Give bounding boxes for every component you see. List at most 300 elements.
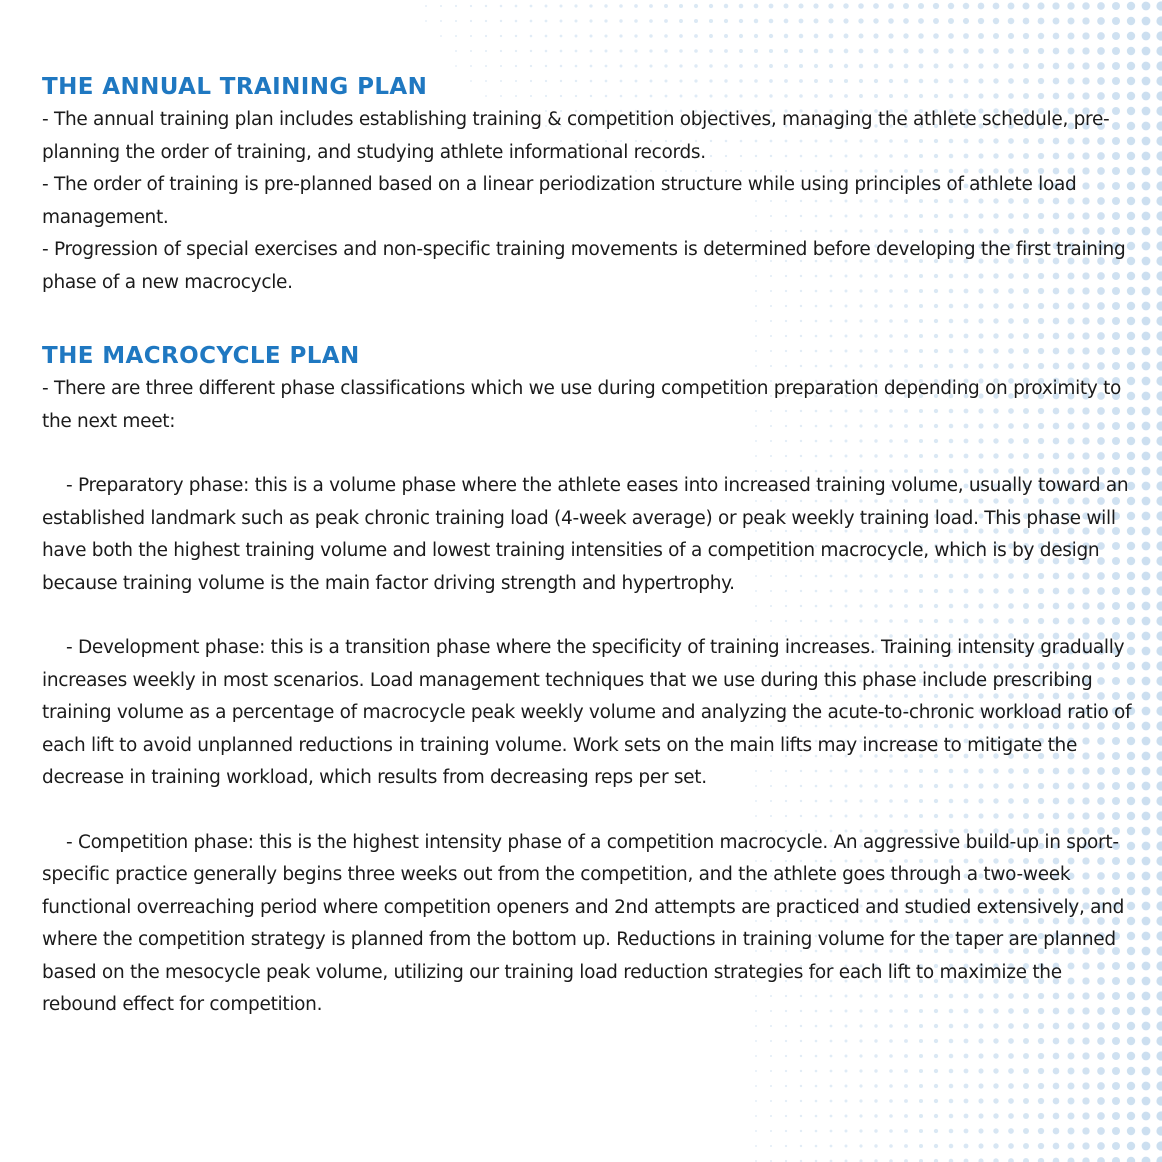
halftone-dot [1142,2,1151,11]
halftone-dot [918,3,924,9]
halftone-dot [770,1055,772,1057]
halftone-dot [1156,1036,1162,1045]
halftone-dot [1068,1023,1075,1030]
halftone-dot [1068,1128,1075,1135]
halftone-dot [845,1055,848,1058]
halftone-dot [1008,1068,1014,1074]
halftone-dot [1008,1113,1014,1119]
halftone-dot [709,49,713,53]
halftone-dot [993,1128,998,1133]
halftone-dot [1156,1081,1162,1090]
document-body [42,70,1138,1022]
halftone-dot [1023,18,1030,25]
halftone-dot [1097,1067,1105,1075]
halftone-dot [1156,466,1162,475]
halftone-dot [1097,1022,1105,1030]
halftone-dot [1097,32,1105,40]
halftone-dot [963,48,969,54]
halftone-dot [859,1114,862,1117]
halftone-dot [1112,1082,1120,1090]
halftone-dot [1142,497,1151,506]
halftone-dot [425,20,427,22]
halftone-dot [769,49,773,53]
halftone-dot [1142,347,1151,356]
halftone-dot [919,1114,923,1118]
halftone-dot [604,19,607,22]
halftone-dot [1112,1052,1120,1060]
halftone-dot [1097,1142,1105,1150]
halftone-dot [1082,1097,1089,1104]
halftone-dot [1156,286,1162,295]
halftone-dot [1068,1068,1075,1075]
halftone-dot [530,50,532,52]
halftone-dot [1127,1022,1135,1030]
halftone-dot [904,1024,908,1028]
halftone-dot [1142,737,1151,746]
halftone-dot [649,64,652,67]
halftone-dot [949,1039,954,1044]
halftone-dot [845,1115,848,1118]
halftone-dot [874,49,879,54]
halftone-dot [1082,32,1089,39]
halftone-dot [1038,48,1044,54]
halftone-dot [1142,932,1151,941]
halftone-dot [815,1115,818,1118]
halftone-dot [963,3,970,10]
halftone-dot [904,1144,908,1148]
halftone-dot [1156,541,1162,550]
halftone-dot [934,1114,938,1118]
halftone-dot [814,34,819,39]
halftone-dot [934,1039,938,1043]
halftone-dot [590,65,593,68]
halftone-dot [1053,1113,1060,1120]
halftone-dot [1156,76,1162,85]
halftone-dot [679,64,682,67]
halftone-dot [1112,1067,1120,1075]
halftone-dot [815,1055,818,1058]
halftone-dot [1068,1038,1075,1045]
halftone-dot [649,19,653,23]
halftone-dot [1142,1142,1151,1151]
halftone-dot [770,1085,772,1087]
halftone-dot [1053,1083,1060,1090]
halftone-dot [813,3,818,8]
halftone-dot [1068,1053,1075,1060]
halftone-dot [858,18,863,23]
halftone-dot [904,1099,908,1103]
halftone-dot [785,1115,787,1117]
halftone-dot [604,34,607,37]
halftone-dot [1142,617,1151,626]
halftone-dot [754,34,758,38]
halftone-dot [1142,1007,1151,1016]
halftone-dot [800,1085,802,1087]
halftone-dot [1142,377,1151,386]
halftone-dot [649,34,652,37]
halftone-dot [888,3,894,9]
halftone-dot [1142,542,1151,551]
halftone-dot [619,34,622,37]
halftone-dot [859,1039,862,1042]
halftone-dot [785,1130,787,1132]
halftone-dot [858,3,864,9]
annual-plan-point-3: - Progression of special exercises and non-specific training movements is determined before developing the first training phase of a new macrocycle. [42,239,1126,293]
halftone-dot [800,1130,802,1132]
halftone-dot [1142,767,1151,776]
halftone-dot [694,4,698,8]
halftone-dot [845,1070,848,1073]
halftone-dot [1156,1156,1162,1162]
halftone-dot [755,1055,757,1057]
halftone-dot [874,1144,877,1147]
halftone-dot [785,1145,787,1147]
halftone-dot [1156,1111,1162,1120]
halftone-dot [739,34,743,38]
halftone-dot [634,4,638,8]
halftone-dot [1127,62,1135,70]
halftone-dot [1127,47,1135,55]
halftone-dot [560,65,563,68]
halftone-dot [859,1144,862,1147]
annual-plan-point-1: - The annual training plan includes establishing training & competition objectives, managing the athlete schedule, pre-planning the order of training, and studying athlete informational records. [42,109,1110,163]
halftone-dot [1156,91,1162,100]
halftone-dot [785,1025,787,1027]
halftone-dot [993,1113,998,1118]
halftone-dot [560,50,563,53]
halftone-dot [1127,2,1135,10]
halftone-dot [829,49,834,54]
halftone-dot [1053,48,1060,55]
halftone-dot [1156,496,1162,505]
halftone-dot [1082,1157,1089,1162]
halftone-dot [694,64,697,67]
halftone-dot [993,1083,998,1088]
halftone-dot [1097,1127,1105,1135]
halftone-dot [1142,167,1151,176]
halftone-dot [530,35,533,38]
halftone-dot [470,50,472,52]
halftone-dot [784,19,789,24]
halftone-dot [934,1129,938,1133]
halftone-dot [455,65,457,67]
halftone-dot [1142,1127,1151,1136]
halftone-dot [1097,1082,1105,1090]
halftone-dot [904,64,909,69]
halftone-dot [829,64,833,68]
halftone-dot [1142,827,1151,836]
halftone-dot [1052,2,1059,9]
halftone-dot [1156,106,1162,115]
halftone-dot [1142,512,1151,521]
halftone-dot [1156,886,1162,895]
halftone-dot [1127,1097,1135,1105]
halftone-dot [1142,92,1151,101]
halftone-dot [1038,1083,1044,1089]
halftone-dot [830,1055,833,1058]
halftone-dot [948,18,954,24]
halftone-dot [1008,3,1015,10]
halftone-dot [800,1100,802,1102]
halftone-dot [530,20,533,23]
halftone-dot [1156,1141,1162,1150]
halftone-dot [1038,1143,1044,1149]
halftone-dot [590,35,593,38]
halftone-dot [1142,752,1151,761]
halftone-dot [859,64,863,68]
halftone-dot [1053,33,1060,40]
halftone-dot [770,1040,772,1042]
halftone-dot [904,1114,908,1118]
halftone-dot [1008,1143,1014,1149]
halftone-dot [515,35,517,37]
halftone-dot [694,49,698,53]
halftone-dot [1082,1142,1089,1149]
halftone-dot [1156,991,1162,1000]
halftone-dot [679,4,683,8]
halftone-dot [1053,1158,1060,1162]
halftone-dot [755,1100,757,1102]
halftone-dot [830,1040,833,1043]
halftone-dot [1068,33,1075,40]
halftone-dot [919,1099,923,1103]
paragraph-spacer [42,438,1138,470]
halftone-dot [1142,692,1151,701]
halftone-dot [1097,47,1105,55]
halftone-dot [1053,1128,1060,1135]
halftone-dot [1142,212,1151,221]
halftone-dot [769,64,773,68]
halftone-dot [1156,256,1162,265]
halftone-dot [470,35,472,37]
halftone-dot [815,1145,818,1148]
halftone-dot [1142,1022,1151,1031]
halftone-dot [515,65,517,67]
halftone-dot [1156,1051,1162,1060]
halftone-dot [949,1099,954,1104]
halftone-dot [1097,62,1105,70]
halftone-dot [545,50,548,53]
halftone-dot [889,1129,893,1133]
halftone-dot [949,1129,954,1134]
halftone-dot [784,64,788,68]
halftone-dot [1142,287,1151,296]
halftone-dot [1023,1113,1029,1119]
halftone-dot [755,1145,757,1147]
halftone-dot [1068,1083,1075,1090]
halftone-dot [889,64,894,69]
halftone-dot [664,4,668,8]
halftone-dot [828,3,833,8]
halftone-dot [993,48,999,54]
halftone-dot [530,5,533,8]
halftone-dot [1156,796,1162,805]
halftone-dot [785,1070,787,1072]
halftone-dot [739,49,743,53]
halftone-dot [590,50,593,53]
halftone-dot [798,3,803,8]
halftone-dot [1142,962,1151,971]
halftone-dot [545,35,548,38]
halftone-dot [1022,2,1029,9]
halftone-dot [1112,1037,1120,1045]
halftone-dot [949,1069,954,1074]
halftone-dot [575,35,578,38]
halftone-dot [1082,1022,1089,1029]
halftone-dot [620,65,623,68]
halftone-dot [934,1054,938,1058]
halftone-dot [844,64,848,68]
halftone-dot [800,1040,802,1042]
halftone-dot [874,1069,877,1072]
halftone-dot [485,20,487,22]
halftone-dot [1008,1023,1014,1029]
halftone-dot [1068,48,1075,55]
halftone-dot [889,1024,893,1028]
halftone-dot [1053,1143,1060,1150]
halftone-dot [605,50,608,53]
halftone-dot [1142,392,1151,401]
halftone-dot [1127,1142,1135,1150]
halftone-dot [964,1129,969,1134]
halftone-dot [815,1130,818,1133]
halftone-dot [1142,137,1151,146]
halftone-dot [770,1115,772,1117]
halftone-dot [1156,436,1162,445]
halftone-dot [1156,361,1162,370]
halftone-dot [1142,197,1151,206]
halftone-dot [619,4,623,8]
halftone-dot [1156,331,1162,340]
halftone-dot [1112,1142,1120,1150]
halftone-dot [964,1159,969,1162]
halftone-dot [800,1145,802,1147]
halftone-dot [903,33,908,38]
halftone-dot [1156,406,1162,415]
halftone-dot [993,3,1000,10]
halftone-dot [889,1039,893,1043]
halftone-dot [948,63,953,68]
halftone-dot [1142,992,1151,1001]
halftone-dot [978,48,984,54]
halftone-dot [1142,227,1151,236]
halftone-dot [830,1130,833,1133]
halftone-dot [770,1100,772,1102]
halftone-dot [1008,1083,1014,1089]
halftone-dot [889,1144,893,1148]
halftone-dot [1127,1127,1135,1135]
halftone-dot [1156,1066,1162,1075]
halftone-dot [754,64,758,68]
halftone-dot [874,1039,877,1042]
halftone-dot [1127,1082,1135,1090]
halftone-dot [634,19,638,23]
halftone-dot [1142,482,1151,491]
halftone-dot [485,35,487,37]
halftone-dot [978,1068,983,1073]
halftone-dot [1038,1128,1044,1134]
halftone-dot [1156,586,1162,595]
halftone-dot [814,64,818,68]
halftone-dot [470,5,472,7]
halftone-dot [1082,1082,1089,1089]
halftone-dot [679,19,683,23]
halftone-dot [904,1069,908,1073]
halftone-dot [845,1040,848,1043]
halftone-dot [500,5,503,8]
halftone-dot [755,1130,757,1132]
halftone-dot [874,1054,877,1057]
halftone-dot [1156,31,1162,40]
halftone-dot [799,34,804,39]
halftone-dot [1023,63,1029,69]
halftone-dot [1038,1038,1044,1044]
halftone-dot [440,5,442,7]
halftone-dot [1097,1097,1105,1105]
halftone-dot [1142,1082,1151,1091]
halftone-dot [933,48,938,53]
halftone-dot [889,1069,893,1073]
halftone-dot [1053,18,1060,25]
halftone-dot [948,3,954,9]
halftone-dot [1127,1112,1135,1120]
halftone-dot [949,1114,954,1119]
halftone-dot [1023,1098,1029,1104]
halftone-dot [1142,17,1151,26]
halftone-dot [918,33,924,39]
halftone-dot [1142,587,1151,596]
halftone-dot [1142,1067,1151,1076]
halftone-dot [1156,61,1162,70]
halftone-dot [1142,257,1151,266]
halftone-dot [1127,32,1135,40]
halftone-dot [1142,152,1151,161]
halftone-dot [1068,1113,1075,1120]
halftone-dot [874,64,879,69]
halftone-dot [1097,2,1105,10]
halftone-dot [978,1158,983,1162]
halftone-dot [1156,301,1162,310]
halftone-dot [1142,272,1151,281]
halftone-dot [859,49,864,54]
halftone-dot [649,49,652,52]
halftone-dot [755,1070,757,1072]
halftone-dot [1142,182,1151,191]
halftone-dot [1142,842,1151,851]
halftone-dot [709,34,713,38]
halftone-dot [1156,196,1162,205]
halftone-dot [845,1130,848,1133]
halftone-dot [993,1143,998,1148]
halftone-dot [1156,1126,1162,1135]
halftone-dot [1142,557,1151,566]
halftone-dot [799,49,803,53]
halftone-dot [784,4,789,9]
halftone-dot [1008,63,1014,69]
halftone-dot [1156,46,1162,55]
halftone-dot [934,64,939,69]
halftone-dot [903,48,908,53]
halftone-dot [679,49,682,52]
halftone-dot [1053,1098,1060,1105]
halftone-dot [799,19,804,24]
halftone-dot [1008,1038,1014,1044]
halftone-dot [1023,1128,1029,1134]
halftone-dot [933,3,939,9]
halftone-dot [1023,1158,1029,1162]
halftone-dot [589,4,592,7]
halftone-dot [1142,647,1151,656]
